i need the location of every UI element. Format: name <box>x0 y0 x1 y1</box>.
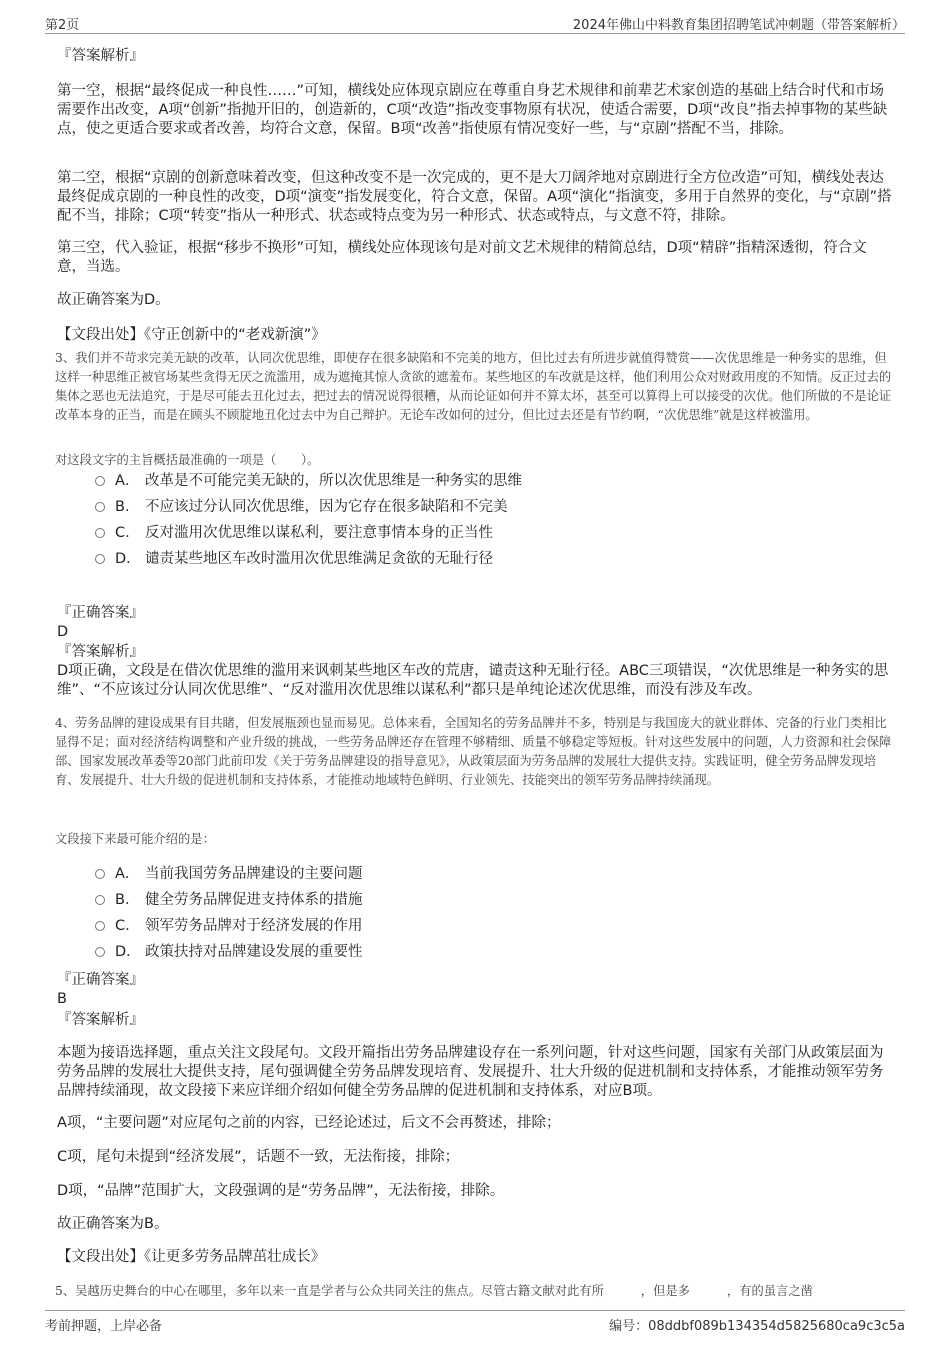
radio-icon[interactable] <box>95 947 105 957</box>
radio-icon[interactable] <box>95 476 105 486</box>
q4-analysis-heading: 『答案解析』 <box>57 1012 144 1028</box>
page-number: 第2页 <box>45 18 80 33</box>
q2-conclusion: 故正确答案为D。 <box>57 292 170 308</box>
radio-icon[interactable] <box>95 921 105 931</box>
q4-option-d[interactable]: D． 政策扶持对品牌建设发展的重要性 <box>95 942 795 962</box>
q3-answer: D <box>57 624 69 640</box>
q2-source: 【文段出处】《守正创新中的“老戏新演”》 <box>57 327 326 343</box>
q3-passage: 3、我们并不苛求完美无缺的改革，认同次优思维，即使存在很多缺陷和不完美的地方，但比过去有所进步就值得赞赏——次优思维是一种务实的思维，但这样一种思维正被官场某些贪得无厌之流滥用，成为遮掩其惊人贪欲的遮羞布。某些地区的车改就是这样，他们利用公众对财政用度的不知情。反正过去的集体之恶也无法追究，于是尽可能去丑化过去，把过去的情况说得很糟，从而论证如何并不算太坏，甚至可以算得上可以接受的次优。他们所做的不是论证改革本身的正当，而是在顾头不顾腚地丑化过去中为自己辩护。无论车改如何的过分，但比过去还是有节约啊，“次优思维”就是这样被滥用。 <box>55 351 892 422</box>
q4-option-b[interactable]: B． 健全劳务品牌促进支持体系的措施 <box>95 890 795 910</box>
q4-source: 【文段出处】《让更多劳务品牌茁壮成长》 <box>57 1249 326 1265</box>
radio-icon[interactable] <box>95 895 105 905</box>
radio-icon[interactable] <box>95 554 105 564</box>
q4-conclusion: 故正确答案为B。 <box>57 1216 169 1232</box>
footer-slogan: 考前押题，上岸必备 <box>45 1319 163 1334</box>
q2-analysis-heading: 『答案解析』 <box>57 48 144 64</box>
q5-passage: 5、吴越历史舞台的中心在哪里，多年以来一直是学者与公众共同关注的焦点。尽管古籍文献对此有所 ，但是多 ，有的虽言之凿 <box>55 1284 813 1298</box>
q4-answer: B <box>57 991 67 1007</box>
document-title: 2024年佛山中料教育集团招聘笔试冲刺题（带答案解析） <box>572 18 905 33</box>
q3-option-b[interactable]: B． 不应该过分认同次优思维，因为它存在很多缺陷和不完美 <box>95 497 795 517</box>
q4-analysis-p1: 本题为接语选择题，重点关注文段尾句。文段开篇指出劳务品牌建设存在一系列问题，针对这些问题，国家有关部门从政策层面为劳务品牌的发展壮大提供支持，尾句强调健全劳务品牌发现培育、发展提升、壮大升级的促进机制和支持体系，才能推动领军劳务品牌持续涌现，故文段接下来应详细介绍如何健全劳务品牌的促进机制和支持体系，对应B项。 <box>57 1045 884 1099</box>
q2-analysis-p3: 第三空，代入验证，根据“移步不换形”可知，横线处应体现该句是对前文艺术规律的精简总结，D项“精辟”指精深透彻，符合文意，当选。 <box>57 240 867 275</box>
q3-option-c[interactable]: C． 反对滥用次优思维以谋私利，要注意事情本身的正当性 <box>95 523 795 543</box>
q2-analysis-p2: 第二空，根据“京剧的创新意味着改变，但这种改变不是一次完成的，更不是大刀阔斧地对京剧进行全方位改造”可知，横线处表达最终促成京剧的一种良性的改变，D项“演变”指发展变化，符合文意，保留。A项“演化”指演变，多用于自然界的变化，与“京剧”搭配不当，排除；C项“转变”指从一种形式、状态或特点变为另一种形式、状态或特点，与文意不符，排除。 <box>57 170 892 224</box>
q4-option-c[interactable]: C． 领军劳务品牌对于经济发展的作用 <box>95 916 795 936</box>
q4-analysis-p4: D项，“品牌”范围扩大，文段强调的是“劳务品牌”，无法衔接，排除。 <box>57 1183 505 1199</box>
radio-icon[interactable] <box>95 502 105 512</box>
q3-analysis-heading: 『答案解析』 <box>57 644 144 660</box>
q3-option-a[interactable]: A． 改革是不可能完美无缺的，所以次优思维是一种务实的思维 <box>95 471 795 491</box>
q3-answer-heading: 『正确答案』 <box>57 605 144 621</box>
q3-option-d[interactable]: D． 谴责某些地区车改时滥用次优思维满足贪欲的无耻行径 <box>95 549 795 569</box>
radio-icon[interactable] <box>95 528 105 538</box>
radio-icon[interactable] <box>95 869 105 879</box>
q3-analysis: D项正确，文段是在借次优思维的滥用来讽刺某些地区车改的荒唐，谴责这种无耻行径。ABC三项错误，“次优思维是一种务实的思维”、“不应该过分认同次优思维”、“反对滥用次优思维以谋私利”都只是单纯论述次优思维，而没有涉及车改。 <box>57 663 889 698</box>
q4-passage: 4、劳务品牌的建设成果有目共睹，但发展瓶颈也显而易见。总体来看，全国知名的劳务品牌并不多，特别是与我国庞大的就业群体、完备的行业门类相比显得不足；面对经济结构调整和产业升级的挑战，一些劳务品牌还存在管理不够精细、质量不够稳定等短板。针对这些发展中的问题，人力资源和社会保障部、国家发展改革委等20部门此前印发《关于劳务品牌建设的指导意见》，从政策层面为劳务品牌的发展壮大提供支持。实践证明，健全劳务品牌发现培育、发展提升、壮大升级的促进机制和支持体系，才能推动地域特色鲜明、行业领先、技能突出的领军劳务品牌持续涌现。 <box>55 716 892 787</box>
page-header <box>45 14 905 34</box>
q4-analysis-p3: C项，尾句未提到“经济发展”，话题不一致，无法衔接，排除； <box>57 1149 460 1165</box>
q4-question: 文段接下来最可能介绍的是： <box>55 832 215 846</box>
q2-analysis-p1: 第一空，根据“最终促成一种良性……”可知，横线处应体现京剧应在尊重自身艺术规律和前辈艺术家创造的基础上结合时代和市场需要作出改变，A项“创新”指抛开旧的，创造新的，C项“改造”指改变事物原有状况，使适合需要，D项“改良”指去掉事物的某些缺点，使之更适合要求或者改善，均符合文意，保留。B项“改善”指使原有情况变好一些，与“京剧”搭配不当，排除。 <box>57 83 888 137</box>
q4-answer-heading: 『正确答案』 <box>57 972 144 988</box>
page-footer <box>45 1310 905 1332</box>
document-id: 编号：08ddbf089b134354d5825680ca9c3c5a <box>609 1319 905 1334</box>
q3-question: 对这段文字的主旨概括最准确的一项是（ ）。 <box>55 453 320 467</box>
q4-option-a[interactable]: A． 当前我国劳务品牌建设的主要问题 <box>95 864 795 884</box>
q4-analysis-p2: A项，“主要问题”对应尾句之前的内容，已经论述过，后文不会再赘述，排除； <box>57 1115 561 1131</box>
